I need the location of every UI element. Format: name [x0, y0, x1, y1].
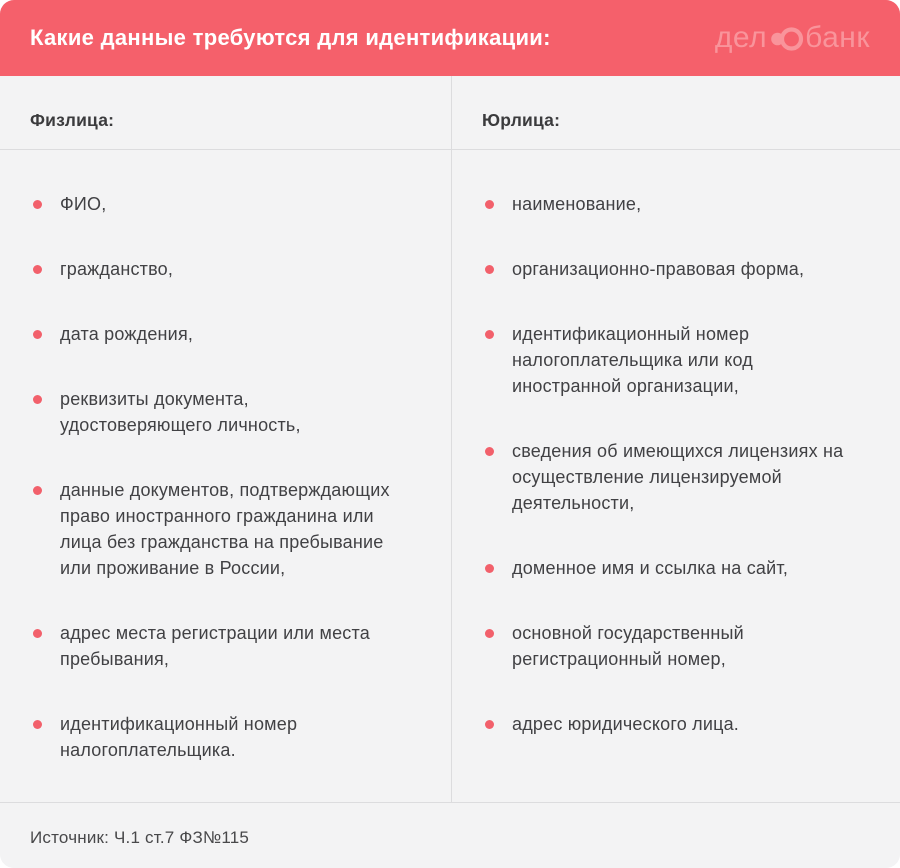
logo-text-suffix: банк	[805, 21, 870, 54]
bullet-icon	[485, 629, 494, 638]
list-item	[485, 438, 872, 516]
list-item-text: идентификационный номер налогоплательщика или код иностранной организации,	[512, 324, 754, 396]
list-item-text: адрес места регистрации или места пребывания,	[60, 623, 370, 669]
list-item-text: ФИО,	[60, 194, 107, 214]
delobank-ring-dot-icon	[768, 24, 804, 52]
bullet-icon	[33, 486, 42, 495]
bullet-icon	[485, 265, 494, 274]
list-item	[33, 477, 423, 581]
bullet-icon	[33, 395, 42, 404]
list-item-text: доменное имя и ссылка на сайт,	[512, 558, 789, 578]
logo-text-prefix: дел	[714, 21, 768, 54]
page-title: Какие данные требуются для идентификации:	[30, 25, 551, 50]
source-note: Источник: Ч.1 ст.7 ФЗ№115	[30, 828, 250, 847]
bullet-icon	[485, 330, 494, 339]
bullet-icon	[33, 200, 42, 209]
list-item-text: идентификационный номер налогоплательщика.	[60, 714, 298, 760]
list-item-text: основной государственный регистрационный номер,	[512, 623, 744, 669]
column-legal-entities-title: Юрлица:	[482, 110, 561, 130]
header	[0, 0, 900, 76]
bullet-icon	[33, 629, 42, 638]
column-legal-entities-header	[452, 76, 900, 150]
list-item-text: дата рождения,	[60, 324, 194, 344]
list-item-text: реквизиты документа, удостоверяющего личность,	[60, 389, 301, 435]
list-item-text: данные документов, подтверждающих право иностранного гражданина или лица без гражданства на пребывание или проживание в России,	[60, 480, 390, 578]
column-legal-entities	[452, 76, 900, 802]
list-item	[485, 321, 872, 399]
list-item	[33, 256, 423, 282]
column-individuals	[0, 76, 452, 802]
bullet-icon	[485, 200, 494, 209]
list-item-text: сведения об имеющихся лицензиях на осуществление лицензируемой деятельности,	[512, 441, 844, 513]
bullet-icon	[485, 720, 494, 729]
legal-entities-list	[452, 150, 900, 776]
list-item	[33, 620, 423, 672]
list-item	[485, 256, 872, 282]
list-item	[33, 386, 423, 438]
delobank-logo	[715, 23, 870, 53]
list-item-text: адрес юридического лица.	[512, 714, 739, 734]
list-item	[33, 711, 423, 763]
list-item	[485, 191, 872, 217]
bullet-icon	[33, 720, 42, 729]
bullet-icon	[485, 564, 494, 573]
list-item-text: организационно-правовая форма,	[512, 259, 805, 279]
bullet-icon	[33, 265, 42, 274]
list-item-text: наименование,	[512, 194, 642, 214]
bullet-icon	[33, 330, 42, 339]
list-item	[485, 555, 872, 581]
list-item	[33, 191, 423, 217]
list-item	[485, 711, 872, 737]
content-columns	[0, 76, 900, 802]
individuals-list	[0, 150, 451, 802]
column-individuals-header	[0, 76, 451, 150]
column-individuals-title: Физлица:	[30, 110, 115, 130]
list-item-text: гражданство,	[60, 259, 174, 279]
bullet-icon	[485, 447, 494, 456]
list-item	[485, 620, 872, 672]
footer	[0, 802, 900, 868]
list-item	[33, 321, 423, 347]
